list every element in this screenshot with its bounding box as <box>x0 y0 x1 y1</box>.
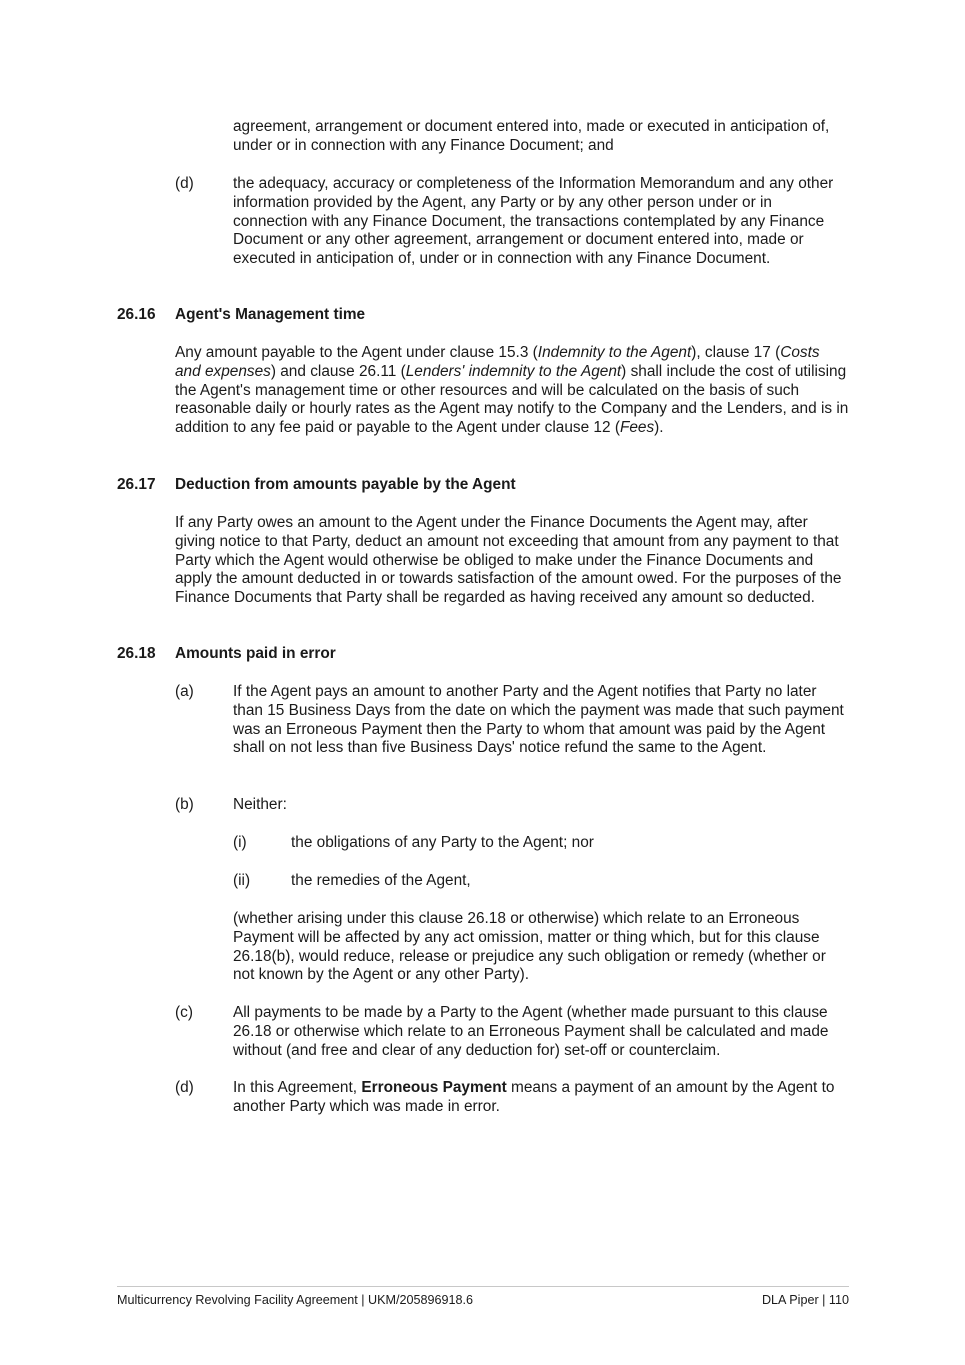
item-d-text: the adequacy, accuracy or completeness of the Information Memorandum and any other information provided by the Agent, any Party or by any other person under or in connection with any Finance Document, the transactions contemplated by any Finance Document or any other agreement, arrangement or document entered into, made or executed in anticipation of, under or in connection with any Finance Document. <box>233 175 834 268</box>
ref-indemnity: Indemnity to the Agent <box>537 344 692 361</box>
item-b-label: (b) <box>175 796 194 813</box>
continuation-paragraph: agreement, arrangement or document entered into, made or executed in anticipation of, under or in connection with any Finance Document; and <box>233 118 830 154</box>
section-number-26-18: 26.18 <box>117 645 156 662</box>
item-b-text: Neither: <box>233 796 287 813</box>
section-heading-26-16: Agent's Management time <box>175 306 366 323</box>
item-b-ii-label: (ii) <box>233 872 251 889</box>
item-b-tail: (whether arising under this clause 26.18 or otherwise) which relate to an Erroneous Payment will be affected by any act omission, matter or thing which, but for this clause 26.18(b), would reduce, release or prejudice any such obligation or remedy (whether or not known by the Agent or any other Party). <box>233 910 826 984</box>
ref-lenders-indemnity: Lenders' indemnity to the Agent <box>405 362 622 380</box>
section-heading-26-18: Amounts paid in error <box>175 645 336 662</box>
item-c-text: All payments to be made by a Party to the Agent (whether made pursuant to this clause 26.18 or otherwise which relate to an Erroneous Payment shall be calculated and made without (and free and clear of any deduction for) set-off or counterclaim. <box>233 1004 829 1059</box>
footer-page-number: DLA Piper | 110 <box>761 1293 849 1307</box>
section-number-26-17: 26.17 <box>117 476 156 493</box>
footer-divider <box>117 1286 849 1287</box>
item-c-label: (c) <box>175 1004 193 1021</box>
item-d2-label: (d) <box>175 1079 194 1096</box>
item-b-i-text: the obligations of any Party to the Agent; nor <box>291 834 594 851</box>
item-b-i-label: (i) <box>233 834 247 851</box>
defined-term: Erroneous Payment <box>361 1079 507 1096</box>
section-body-26-17: If any Party owes an amount to the Agent under the Finance Documents the Agent may, after giving notice to that Party, deduct an amount not exceeding that amount from any payment to that Party which the Agent would otherwise be obliged to make under the Finance Documents and apply the amount deducted in or towards satisfaction of the amount owed. For the purposes of the Finance Documents that Party shall be regarded as having received any amount so deducted. <box>175 514 842 607</box>
footer-document-ref: Multicurrency Revolving Facility Agreement | UKM/205896918.6 <box>117 1293 474 1307</box>
section-body-26-16: Any amount payable to the Agent under clause 15.3 (Indemnity to the Agent), clause 17 (Costs and expenses) and clause 26.11 (Lenders' indemnity to the Agent) shall include the cost of utilising the Agent's management time or other resources and will be calculated on the basis of such reasonable daily or hourly rates as the Agent may notify to the Company and the Lenders, and is in addition to any fee paid or payable to the Agent under clause 12 (Fees). <box>175 344 849 437</box>
item-a-text: If the Agent pays an amount to another Party and the Agent notifies that Party no later than 15 Business Days from the date on which the payment was made that such payment was an Erroneous Payment then the Party to whom that amount was paid by the Agent shall on not less than five Business Days' notice refund the same to the Agent. <box>233 683 844 757</box>
item-d2-text: In this Agreement, Erroneous Payment means a payment of an amount by the Agent to another Party which was made in error. <box>233 1079 835 1115</box>
section-number-26-16: 26.16 <box>117 306 156 323</box>
section-heading-26-17: Deduction from amounts payable by the Agent <box>175 476 516 493</box>
item-a-label: (a) <box>175 683 194 700</box>
item-d-label: (d) <box>175 175 194 192</box>
ref-costs: Costs and expenses <box>175 344 820 380</box>
ref-fees: Fees <box>619 419 655 437</box>
item-b-ii-text: the remedies of the Agent, <box>291 872 471 889</box>
